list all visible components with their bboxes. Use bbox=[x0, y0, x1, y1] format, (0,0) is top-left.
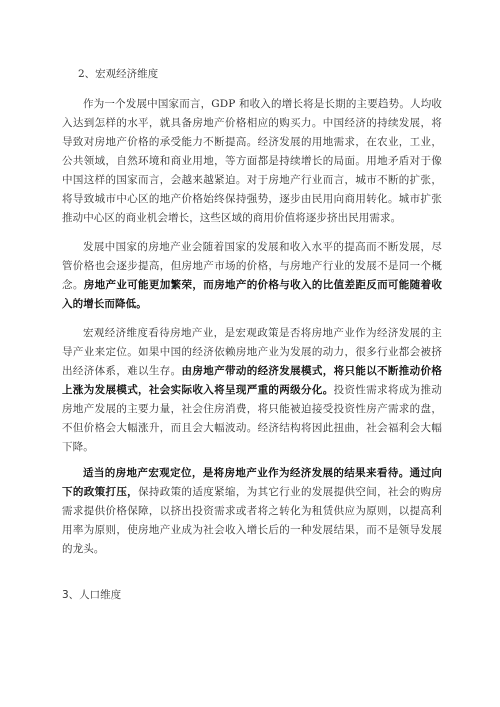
paragraph-3 bbox=[62, 324, 442, 457]
paragraph-3-emphasis: 由房地产带动的经济发展模式，将只能以不断推动价格上涨为发展模式，社会实际收入将呈现严重的两级分化。 bbox=[62, 365, 442, 396]
paragraph-3-text: 宏观经济维度看待房地产业，是宏观政策是否将房地产业作为经济发展的主导产业来定位。如果中国的经济依赖房地产业为发展的动力，很多行业都会被挤出经济体系，难以生存。 bbox=[62, 327, 442, 377]
section-heading-macro-economy: 2、宏观经济维度 bbox=[78, 68, 159, 80]
paragraph-2 bbox=[62, 238, 442, 314]
paragraph-3-text-continued: 投资性需求将成为推动房地产发展的主要力量，社会住房消费，将只能被迫接受投资性房产需求的盘，不但价格会大幅涨升，而且会大幅波动。经济结构将因此扭曲，社会福利会大幅下降。 bbox=[62, 384, 443, 453]
paragraph-2-emphasis: 房地产业可能更加繁荣，而房地产的价格与收入的比值差距反而可能随着收入的增长而降低。 bbox=[62, 279, 442, 310]
paragraph-4-text: 保持政策的适度紧缩，为其它行业的发展提供空间，社会的购房需求提供价格保障，以挤出投资需求或者将之转化为租赁供应为原则，以提高利用率为原则，使房地产业成为社会收入增长后的一种发展结果，而不是领导发展的龙头。 bbox=[62, 486, 442, 555]
paragraph-1-text: 作为一个发展中国家而言，GDP 和收入的增长将是长期的主要趋势。人均收入达到怎样的水平，就具备房地产价格相应的购买力。中国经济的持续发展，将导致对房地产价格的承受能力不断提高。经济发展的用地需求，在农业，工业，公共领域，自然环境和商业用地，等方面都是持续增长的局面。用地矛盾对于像中国这样的国家而言，会越来越紧迫。对于房地产行业而言，城市不断的扩张，将导致城市中心区的地产价格始终保持强势，逐步由民用向商用转化。城市扩张推动中心区的商业机会增长，这些区域的商用价值将逐步挤出民用需求。 bbox=[62, 98, 442, 224]
paragraph-4 bbox=[62, 464, 442, 559]
paragraph-2-text: 发展中国家的房地产业会随着国家的发展和收入水平的提高而不断发展，尽管价格也会逐步提高，但房地产市场的价格，与房地产行业的发展不是同一个概念。 bbox=[62, 241, 442, 291]
paragraph-4-emphasis: 适当的房地产宏观定位，是将房地产业作为经济发展的结果来看待。通过向下的政策打压， bbox=[62, 467, 442, 498]
section-heading-population: 3、人口维度 bbox=[62, 589, 122, 601]
paragraph-1 bbox=[62, 95, 442, 228]
